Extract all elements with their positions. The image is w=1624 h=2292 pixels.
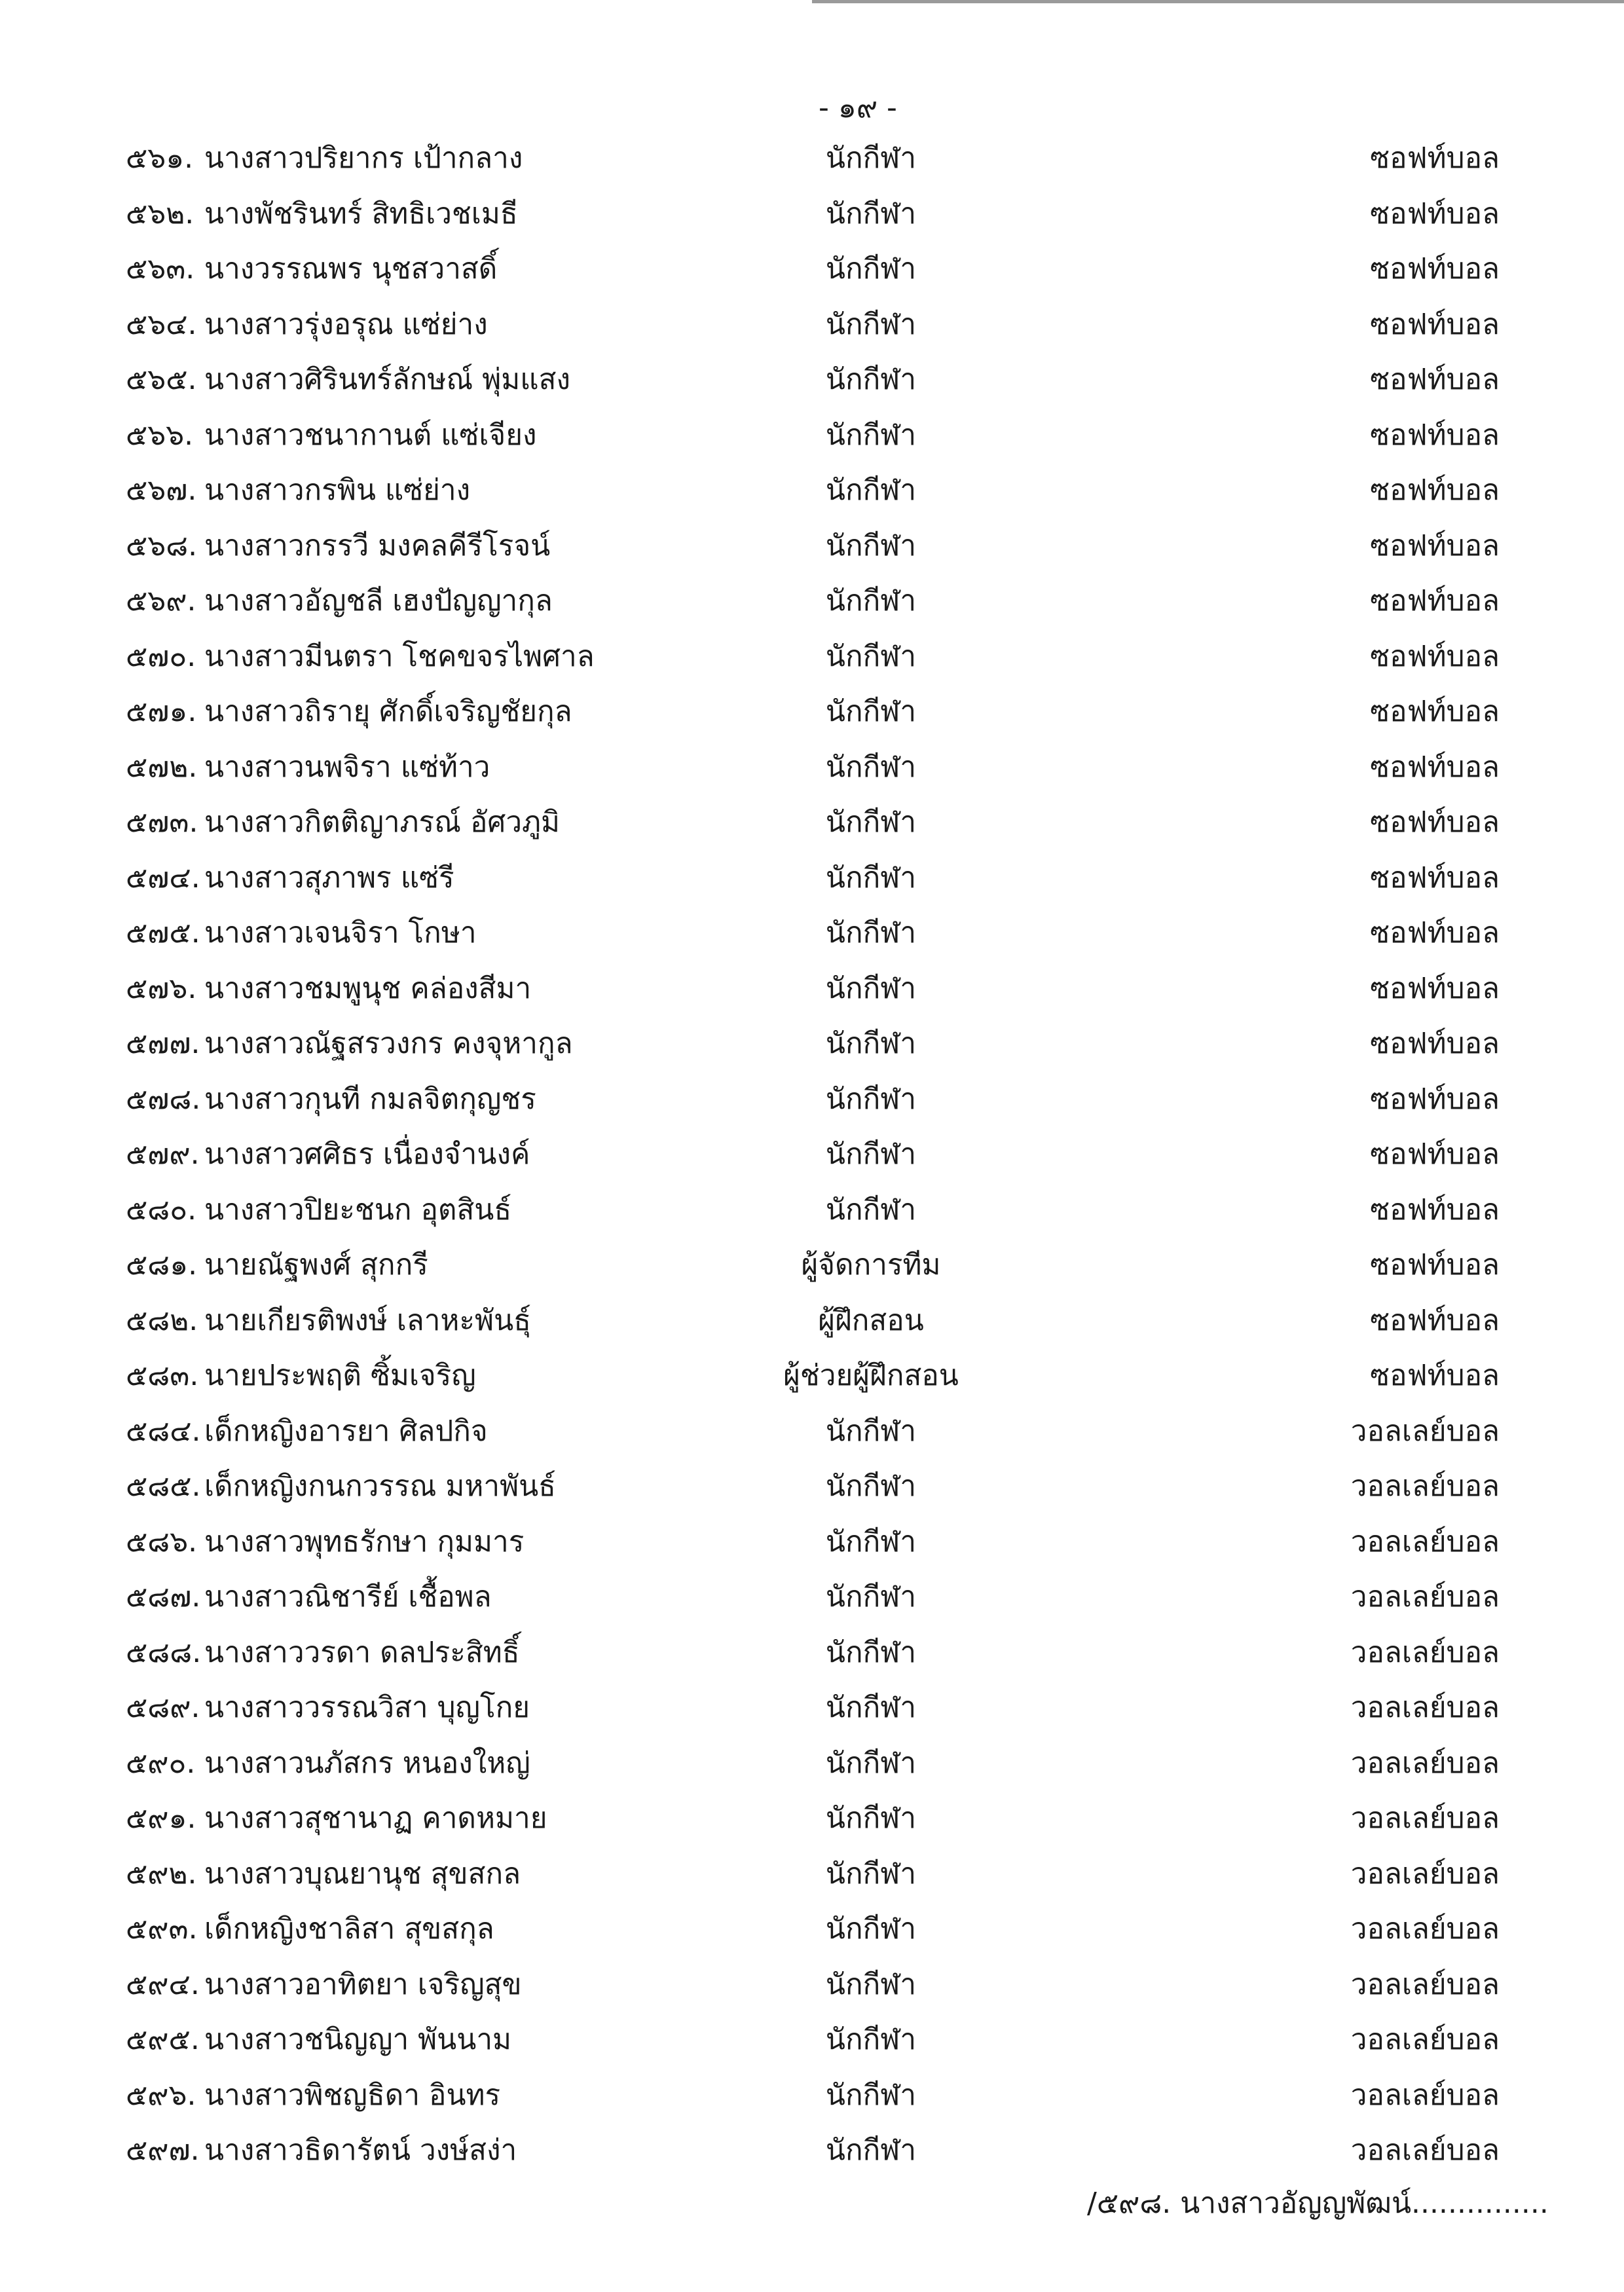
- list-item: [0, 803, 1624, 859]
- entry-name: นางสาวรุ่งอรุณ แซ่ย่าง: [204, 307, 488, 341]
- entry-role: ผู้ช่วยผู้ฝึกสอน: [783, 1359, 959, 1392]
- entry-number: ๕๗๑.: [126, 695, 197, 728]
- entry-sport: ซอฟท์บอล: [1370, 584, 1500, 618]
- entry-role: นักกีฬา: [825, 1967, 917, 2001]
- entry-name: นางสาวณัฐสรวงกร คงจุหากูล: [204, 1027, 573, 1060]
- entry-name: นางสาวสุชานาฏ คาดหมาย: [204, 1802, 547, 1835]
- entry-name: นางสาวสุภาพร แซ่รี: [204, 860, 454, 895]
- entry-number: ๕๘๓.: [126, 1359, 199, 1392]
- entry-sport: วอลเลย์บอล: [1350, 1414, 1500, 1448]
- entry-number: ๕๗๗.: [126, 1027, 200, 1060]
- entry-number: ๕๖๑.: [126, 141, 194, 175]
- entry-number: ๕๗๒.: [126, 750, 198, 784]
- list-item: [0, 1356, 1624, 1412]
- entry-sport: ซอฟท์บอล: [1370, 1248, 1500, 1282]
- list-item: [0, 2020, 1624, 2076]
- entry-name: นายประพฤติ ซิ้มเจริญ: [204, 1359, 476, 1392]
- entry-sport: วอลเลย์บอล: [1350, 2023, 1500, 2056]
- entry-name: นายเกียรติพงษ์ เลาหะพันธุ์: [204, 1303, 531, 1337]
- entry-name: นางสาวกิตติญาภรณ์ อัศวภูมิ: [204, 805, 561, 839]
- list-item: [0, 1246, 1624, 1301]
- list-item: [0, 1965, 1624, 2021]
- list-item: [0, 637, 1624, 693]
- entry-name: นางสาวพุทธรักษา กุมมาร: [204, 1525, 525, 1559]
- entry-sport: ซอฟท์บอล: [1370, 363, 1500, 396]
- list-item: [0, 914, 1624, 969]
- entry-sport: ซอฟท์บอล: [1370, 805, 1500, 839]
- entry-name: นางสาวณิชารีย์ เชื้อพล: [204, 1580, 492, 1614]
- list-item: [0, 692, 1624, 748]
- entry-number: ๕๘๖.: [126, 1525, 198, 1559]
- entry-name: นางสาวเจนจิรา โกษา: [204, 916, 477, 950]
- entry-number: ๕๖๓.: [126, 252, 195, 286]
- entry-role: นักกีฬา: [825, 2023, 917, 2056]
- entry-sport: วอลเลย์บอล: [1350, 1746, 1500, 1780]
- list-item: [0, 139, 1624, 194]
- entry-name: นางสาวนพจิรา แซ่ท้าว: [204, 750, 490, 784]
- entry-role: นักกีฬา: [825, 252, 917, 286]
- entry-role: นักกีฬา: [825, 1027, 917, 1060]
- entry-number: ๕๙๑.: [126, 1802, 196, 1835]
- entry-number: ๕๖๕.: [126, 363, 197, 396]
- entry-sport: วอลเลย์บอล: [1350, 1691, 1500, 1724]
- entry-sport: วอลเลย์บอล: [1350, 1635, 1500, 1669]
- entry-name: เด็กหญิงอารยา ศิลปกิจ: [204, 1414, 488, 1448]
- list-item: [0, 1688, 1624, 1744]
- entry-number: ๕๗๕.: [126, 916, 200, 950]
- entry-name: นางสาวธิดารัตน์ วงษ์สง่า: [204, 2134, 517, 2167]
- entry-name: นางสาวศศิธร เนื่องจำนงค์: [204, 1137, 530, 1171]
- entry-name: นางสาวชมพูนุช คล่องสีมา: [204, 971, 532, 1005]
- entry-role: นักกีฬา: [825, 1525, 917, 1559]
- entry-name: นางสาวถิรายุ ศักดิ์เจริญชัยกุล: [204, 695, 572, 728]
- entry-sport: ซอฟท์บอล: [1370, 141, 1500, 175]
- list-item: [0, 1578, 1624, 1633]
- list-item: [0, 1744, 1624, 1800]
- entry-number: ๕๗๔.: [126, 860, 200, 895]
- entry-number: ๕๗๖.: [126, 971, 197, 1005]
- entry-role: ผู้จัดการทีม: [801, 1248, 941, 1282]
- entry-number: ๕๖๗.: [126, 473, 197, 507]
- entry-sport: วอลเลย์บอล: [1350, 1857, 1500, 1891]
- entry-name: นางสาวกุนที กมลจิตกุญชร: [204, 1082, 536, 1116]
- entry-sport: ซอฟท์บอล: [1370, 1027, 1500, 1060]
- entry-role: ผู้ฝึกสอน: [818, 1303, 924, 1337]
- list-item: [0, 1633, 1624, 1689]
- entry-sport: ซอฟท์บอล: [1370, 971, 1500, 1005]
- entry-sport: ซอฟท์บอล: [1370, 1137, 1500, 1171]
- entry-role: นักกีฬา: [825, 1802, 917, 1835]
- entry-sport: วอลเลย์บอล: [1350, 1525, 1500, 1559]
- continuation-note: /๕๙๘. นางสาวอัญญพัฒน์...............: [1087, 2187, 1549, 2220]
- entry-role: นักกีฬา: [825, 473, 917, 507]
- entry-number: ๕๗๘.: [126, 1082, 201, 1116]
- entry-number: ๕๖๖.: [126, 418, 194, 452]
- list-item: [0, 2076, 1624, 2132]
- entry-number: ๕๙๕.: [126, 2023, 200, 2056]
- entry-sport: ซอฟท์บอล: [1370, 252, 1500, 286]
- entry-role: นักกีฬา: [825, 196, 917, 231]
- entry-sport: วอลเลย์บอล: [1350, 1912, 1500, 1946]
- list-item: [0, 360, 1624, 416]
- entry-number: ๕๘๑.: [126, 1248, 198, 1282]
- entry-role: นักกีฬา: [825, 1580, 917, 1614]
- entry-role: นักกีฬา: [825, 1635, 917, 1669]
- entry-name: นางสาววรรณวิสา บุญโกย: [204, 1691, 530, 1724]
- entry-role: นักกีฬา: [825, 1414, 917, 1448]
- entry-role: นักกีฬา: [825, 418, 917, 452]
- list-item: [0, 582, 1624, 637]
- entry-sport: ซอฟท์บอล: [1370, 916, 1500, 950]
- entry-role: นักกีฬา: [825, 1857, 917, 1891]
- list-item: [0, 1191, 1624, 1246]
- entry-number: ๕๙๗.: [126, 2134, 200, 2167]
- entry-sport: ซอฟท์บอล: [1370, 1192, 1500, 1227]
- entry-number: ๕๙๐.: [126, 1746, 196, 1780]
- entry-sport: ซอฟท์บอล: [1370, 473, 1500, 507]
- list-item: [0, 1412, 1624, 1468]
- entry-sport: ซอฟท์บอล: [1370, 418, 1500, 452]
- entry-number: ๕๘๗.: [126, 1580, 201, 1614]
- entry-number: ๕๘๙.: [126, 1691, 200, 1724]
- entry-role: นักกีฬา: [825, 2078, 917, 2112]
- entry-name: นางสาวนภัสกร หนองใหญ่: [204, 1746, 530, 1780]
- entry-number: ๕๙๖.: [126, 2078, 196, 2112]
- entry-name: นางสาวชนากานต์ แซ่เจียง: [204, 418, 537, 452]
- entry-role: นักกีฬา: [825, 363, 917, 396]
- entry-number: ๕๖๒.: [126, 196, 194, 231]
- entry-role: นักกีฬา: [825, 750, 917, 784]
- page-number: - ๑๙ -: [819, 91, 897, 124]
- list-item: [0, 305, 1624, 361]
- entry-sport: ซอฟท์บอล: [1370, 1359, 1500, 1392]
- entry-number: ๕๘๐.: [126, 1192, 197, 1227]
- entry-number: ๕๘๒.: [126, 1303, 198, 1337]
- entry-name: นางสาวปริยากร เป้ากลาง: [204, 141, 523, 175]
- entry-sport: ซอฟท์บอล: [1370, 528, 1500, 563]
- list-item: [0, 1910, 1624, 1965]
- entry-sport: ซอฟท์บอล: [1370, 639, 1500, 673]
- entry-number: ๕๖๙.: [126, 584, 196, 618]
- entry-number: ๕๗๓.: [126, 805, 198, 839]
- entry-role: นักกีฬา: [825, 1746, 917, 1780]
- entry-role: นักกีฬา: [825, 1082, 917, 1116]
- entry-number: ๕๙๒.: [126, 1857, 197, 1891]
- list-item: [0, 969, 1624, 1025]
- entry-sport: ซอฟท์บอล: [1370, 860, 1500, 895]
- list-item: [0, 471, 1624, 527]
- participant-list: [0, 139, 1624, 2169]
- entry-name: นางพัชรินทร์ สิทธิเวชเมธี: [204, 196, 518, 231]
- entry-name: นายณัฐพงศ์ สุกกรี: [204, 1248, 428, 1282]
- list-item: [0, 1301, 1624, 1357]
- list-item: [0, 1024, 1624, 1080]
- entry-sport: วอลเลย์บอล: [1350, 1967, 1500, 2001]
- entry-role: นักกีฬา: [825, 805, 917, 839]
- entry-role: นักกีฬา: [825, 860, 917, 895]
- entry-sport: ซอฟท์บอล: [1370, 307, 1500, 341]
- entry-name: นางสาวบุณยานุช สุขสกล: [204, 1857, 521, 1891]
- entry-number: ๕๗๐.: [126, 639, 196, 673]
- entry-number: ๕๖๔.: [126, 307, 197, 341]
- entry-name: นางสาวปิยะชนก อุตสินธ์: [204, 1192, 512, 1227]
- list-item: [0, 416, 1624, 471]
- entry-role: นักกีฬา: [825, 307, 917, 341]
- entry-sport: วอลเลย์บอล: [1350, 2134, 1500, 2167]
- entry-name: นางสาววรดา ดลประสิทธิ์: [204, 1635, 520, 1669]
- entry-sport: ซอฟท์บอล: [1370, 196, 1500, 231]
- entry-number: ๕๖๘.: [126, 528, 198, 563]
- entry-number: ๕๘๔.: [126, 1414, 201, 1448]
- entry-role: นักกีฬา: [825, 584, 917, 618]
- entry-sport: ซอฟท์บอล: [1370, 1082, 1500, 1116]
- entry-sport: ซอฟท์บอล: [1370, 695, 1500, 728]
- entry-sport: ซอฟท์บอล: [1370, 750, 1500, 784]
- list-item: [0, 1080, 1624, 1136]
- list-item: [0, 1799, 1624, 1855]
- list-item: [0, 2131, 1624, 2187]
- list-item: [0, 748, 1624, 804]
- entry-role: นักกีฬา: [825, 1912, 917, 1946]
- list-item: [0, 194, 1624, 250]
- entry-number: ๕๘๕.: [126, 1469, 201, 1503]
- entry-number: ๕๙๓.: [126, 1912, 198, 1946]
- entry-name: นางสาวชนิญญา พันนาม: [204, 2023, 512, 2056]
- entry-role: นักกีฬา: [825, 639, 917, 673]
- entry-name: นางสาวศิรินทร์ลักษณ์ พุ่มแสง: [204, 363, 570, 396]
- entry-name: นางสาวอัญชลี เฮงปัญญากุล: [204, 584, 553, 618]
- entry-name: เด็กหญิงกนกวรรณ มหาพันธ์: [204, 1469, 557, 1503]
- entry-role: นักกีฬา: [825, 916, 917, 950]
- entry-role: นักกีฬา: [825, 528, 917, 563]
- list-item: [0, 1135, 1624, 1191]
- list-item: [0, 859, 1624, 914]
- entry-name: เด็กหญิงชาลิสา สุขสกุล: [204, 1912, 494, 1946]
- list-item: [0, 527, 1624, 582]
- entry-role: นักกีฬา: [825, 1469, 917, 1503]
- entry-name: นางวรรณพร นุชสวาสดิ์: [204, 252, 498, 286]
- entry-number: ๕๘๘.: [126, 1635, 202, 1669]
- list-item: [0, 1467, 1624, 1523]
- list-item: [0, 1855, 1624, 1910]
- entry-role: นักกีฬา: [825, 1691, 917, 1724]
- entry-name: นางสาวอาทิตยา เจริญสุข: [204, 1967, 522, 2001]
- entry-name: นางสาวพิชญธิดา อินทร: [204, 2078, 501, 2112]
- entry-sport: วอลเลย์บอล: [1350, 1802, 1500, 1835]
- entry-sport: ซอฟท์บอล: [1370, 1303, 1500, 1337]
- entry-role: นักกีฬา: [825, 1137, 917, 1171]
- entry-role: นักกีฬา: [825, 141, 917, 175]
- entry-number: ๕๗๙.: [126, 1137, 200, 1171]
- entry-sport: วอลเลย์บอล: [1350, 1469, 1500, 1503]
- entry-name: นางสาวกรรวี มงคลคีรีโรจน์: [204, 528, 551, 563]
- entry-name: นางสาวมีนตรา โชคขจรไพศาล: [204, 639, 595, 673]
- list-item: [0, 1523, 1624, 1578]
- list-item: [0, 250, 1624, 305]
- entry-role: นักกีฬา: [825, 971, 917, 1005]
- entry-role: นักกีฬา: [825, 1192, 917, 1227]
- top-edge-rule: [812, 0, 1624, 3]
- entry-role: นักกีฬา: [825, 2134, 917, 2167]
- entry-role: นักกีฬา: [825, 695, 917, 728]
- entry-name: นางสาวกรพิน แซ่ย่าง: [204, 473, 471, 507]
- entry-number: ๕๙๔.: [126, 1967, 200, 2001]
- entry-sport: วอลเลย์บอล: [1350, 1580, 1500, 1614]
- entry-sport: วอลเลย์บอล: [1350, 2078, 1500, 2112]
